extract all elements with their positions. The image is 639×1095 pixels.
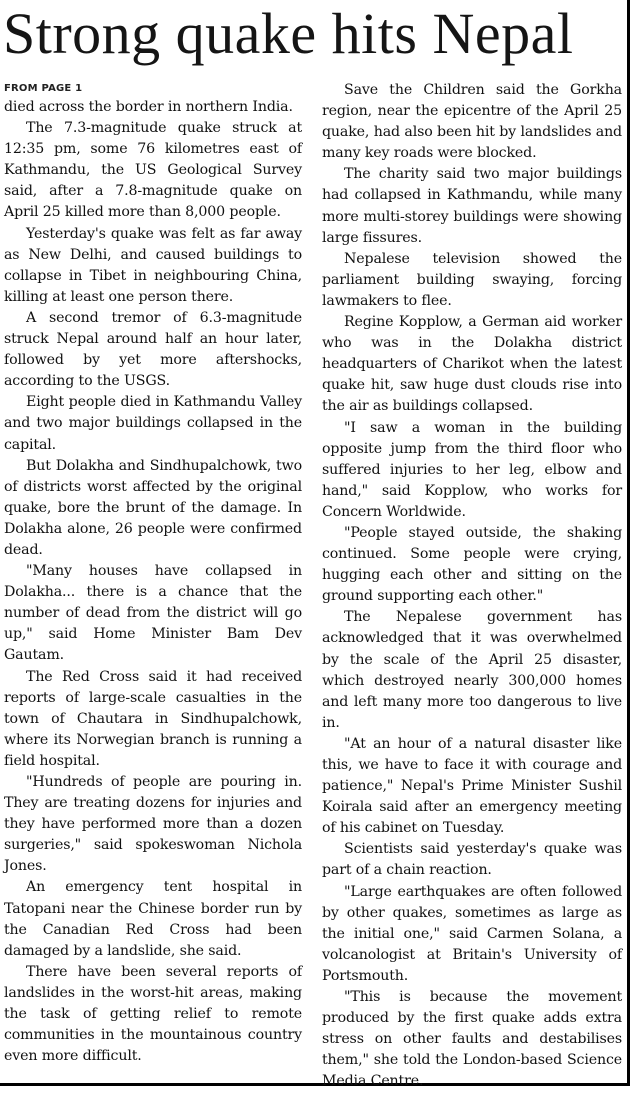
paragraph: "This is because the movement produced by the first quake adds extra stress on other faults and destabilises them," she told the London-based Science Media Centre.: [322, 989, 622, 1090]
paragraph: "People stayed outside, the shaking continued. Some people were crying, hugging each other and sitting on the ground supporting each other.": [322, 524, 622, 605]
paragraph: "At an hour of a natural disaster like this, we have to face it with courage and patience," Nepal's Prime Minister Sushil Koirala said after an emergency meeting of his cabinet on Tuesday.: [322, 735, 622, 837]
paragraph: Save the Children said the Gorkha region, near the epicentre of the April 25 quake, had also been hit by landslides and many key roads were blocked.: [322, 82, 622, 162]
paragraph: "Large earthquakes are often followed by other quakes, sometimes as large as the initial one," said Carmen Solana, a volcanologist at Britain's University of Portsmouth.: [322, 883, 622, 984]
paragraph: died across the border in northern India.: [4, 99, 293, 115]
left-column: [4, 82, 302, 1067]
paragraph: But Dolakha and Sindhupalchowk, two of districts worst affected by the original quake, bore the brunt of the damage. In Dolakha alone, 26 people were confirmed dead.: [4, 457, 302, 558]
paragraph: "Many houses have collapsed in Dolakha... there is a chance that the number of dead from the district will go up," said Home Minister Bam Dev Gautam.: [4, 563, 302, 664]
kicker: FROM PAGE 1: [4, 83, 83, 94]
paragraph: The charity said two major buildings had collapsed in Kathmandu, while many more multi-storey buildings were showing large fissures.: [322, 166, 622, 246]
headline: Strong quake hits Nepal: [3, 1, 574, 66]
paragraph: "I saw a woman in the building opposite jump from the third floor who suffered injuries to her leg, elbow and hand," said Kopplow, who works for Concern Worldwide.: [322, 419, 622, 520]
paragraph: Eight people died in Kathmandu Valley and two major buildings collapsed in the capital.: [4, 394, 302, 453]
paragraph: Regine Kopplow, a German aid worker who was in the Dolakha district headquarters of Charikot when the latest quake hit, saw huge dust clouds rise into the air as buildings collapsed.: [322, 314, 622, 415]
paragraph: "Hundreds of people are pouring in. They are treating dozens for injuries and they have performed more than a dozen surgeries," said spokeswoman Nichola Jones.: [4, 774, 302, 875]
paragraph: An emergency tent hospital in Tatopani near the Chinese border run by the Canadian Red Cross had been damaged by a landslide, she said.: [4, 879, 302, 959]
paragraph: Scientists said yesterday's quake was part of a chain reaction.: [322, 841, 622, 879]
paragraph: Yesterday's quake was felt as far away as New Delhi, and caused buildings to collapse in Tibet in neighbouring China, killing at least one person there.: [4, 225, 302, 305]
paragraph: Nepalese television showed the parliament building swaying, forcing lawmakers to flee.: [322, 250, 622, 309]
paragraph: The Red Cross said it had received reports of large-scale casualties in the town of Chautara in Sindhupalchowk, where its Norwegian branch is running a field hospital.: [4, 668, 302, 769]
paragraph: The 7.3-magnitude quake struck at 12:35 pm, some 76 kilometres east of Kathmandu, the US Geological Survey said, after a 7.8-magnitude quake on April 25 killed more than 8,000 people.: [4, 120, 302, 221]
paragraph: There have been several reports of landslides in the worst-hit areas, making the task of getting relief to remote communities in the mountainous country even more difficult.: [4, 963, 302, 1065]
right-column: [322, 80, 622, 1093]
paragraph: A second tremor of 6.3-magnitude struck Nepal around half an hour later, followed by yet more aftershocks, according to the USGS.: [4, 309, 302, 390]
paragraph: The Nepalese government has acknowledged that it was overwhelmed by the scale of the April 25 disaster, which destroyed nearly 300,000 homes and left many more too dangerous to live in.: [322, 609, 622, 731]
